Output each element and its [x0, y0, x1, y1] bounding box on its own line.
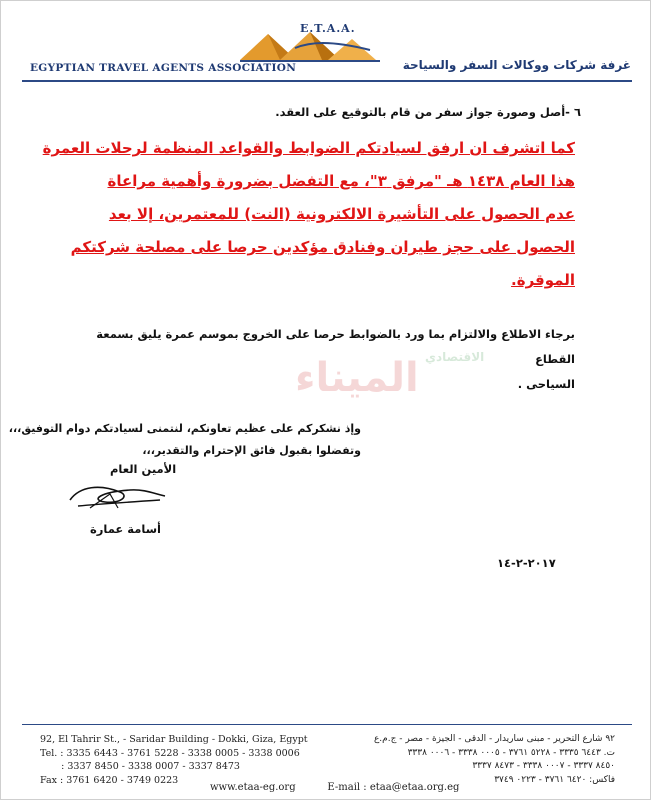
footer-line: ت. ٦٤٤٣ ٣٣٣٥ - ٥٢٢٨ ٣٧٦١ - ٠٠٠٥ ٣٣٣٨ - ٠٠٠٦ ٣٣٣٨: [407, 747, 615, 758]
footer-line: فاكس: ٦٤٢٠ ٣٧٦١ - ٠٢٢٣ ٣٧٤٩: [494, 774, 615, 785]
watermark-text: الميناء: [295, 355, 419, 401]
footer-line: : 3337 8450 - 3338 0007 - 3337 8473: [40, 761, 240, 772]
footer-web-email: www.etaa-eg.org E-mail : etaa@etaa.org.eg: [210, 782, 460, 793]
highlight-line: الموقرة.: [511, 271, 575, 289]
footer-address-en: [40, 733, 308, 787]
logo-abbreviation: E.T.A.A.: [300, 22, 356, 35]
letterhead: [0, 0, 651, 86]
compliance-paragraph: [75, 322, 575, 397]
closing-line: وإذ نشكركم على عظيم تعاونكم، لنتمنى لسيادتكم دوام التوفيق،،،: [8, 422, 361, 435]
organization-name-en: EGYPTIAN TRAVEL AGENTS ASSOCIATION: [30, 62, 297, 74]
highlight-line: عدم الحصول على التأشيرة الالكترونية (النت) للمعتمرين، إلا بعد: [108, 205, 575, 223]
signer-title: الأمين العام: [110, 462, 177, 476]
footer-line: Tel. : 3335 6443 - 3761 5228 - 3338 0005 - 3338 0006: [40, 747, 300, 759]
closing-remarks: [9, 418, 361, 462]
letter-date: ٢٠١٧-٢-١٤: [497, 556, 556, 570]
footer-line: Fax : 3761 6420 - 3749 0223: [40, 774, 179, 786]
paragraph-line: السياحى .: [517, 377, 575, 391]
header-divider: [22, 80, 632, 82]
highlight-line: الحصول على حجز طيران وفنادق مؤكدين حرصا على مصلحة شركتكم: [70, 238, 575, 256]
closing-line: وتفضلوا بقبول فائق الإحترام والتقدير،،،: [142, 444, 361, 457]
pyramids-logo-icon: [240, 30, 400, 64]
paragraph-line: برجاء الاطلاع والالتزام بما ورد بالضوابط حرصا على الخروج بموسم عمرة يليق بسمعة القطاع: [96, 327, 575, 366]
signer-name: أسامة عمارة: [90, 522, 161, 536]
footer-line: ٩٢ شارع التحرير - مبنى ساريدار - الدقى - الجيزة - مصر - ج.م.ع: [373, 734, 615, 744]
footer-line: 92, El Tahrir St., - Saridar Building - Dokki, Giza, Egypt: [40, 734, 308, 745]
footer-line: ٨٤٥٠ ٣٣٣٧ - ٠٠٠٧ ٣٣٣٨ - ٨٤٧٣ ٣٣٣٧: [472, 761, 615, 771]
organization-name-ar: غرفة شركات ووكالات السفر والسياحة: [402, 58, 631, 72]
handwritten-signature: [60, 478, 170, 518]
highlight-line: كما اتشرف ان ارفق لسيادتكم الضوابط والقواعد المنظمة لرحلات العمرة: [42, 139, 575, 157]
footer-divider: [22, 724, 632, 725]
requirement-item-6: ٦ -أصل وصورة جواز سفر من قام بالتوقيع على العقد.: [275, 105, 581, 119]
highlight-line: هذا العام ١٤٣٨ هـ "مرفق ٣"، مع التفضل بضرورة وأهمية مراعاة: [107, 172, 575, 190]
footer-address-ar: [374, 733, 615, 787]
watermark-subtext: الاقتصادي: [425, 350, 485, 364]
highlighted-paragraph: [42, 132, 575, 297]
